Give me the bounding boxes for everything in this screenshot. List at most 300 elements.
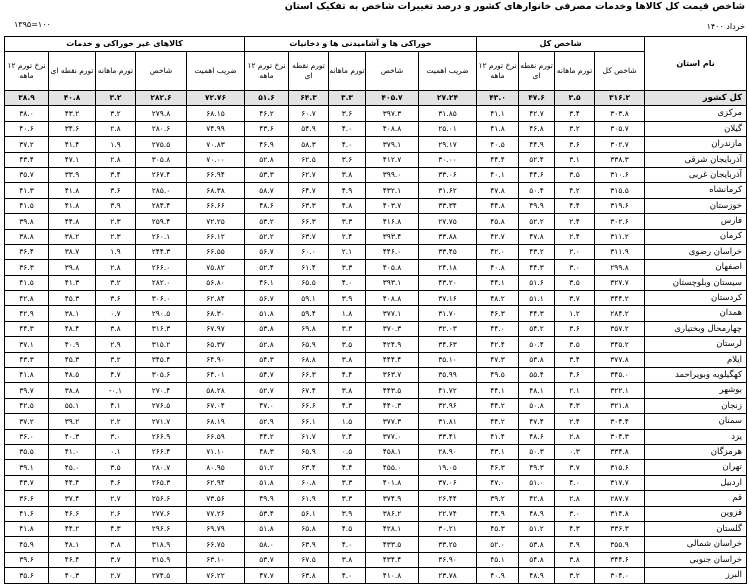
nonfood-p2p-cell: ۳۷.۴ (49, 491, 96, 506)
nonfood-12m-cell: ۳۷.۲ (5, 414, 49, 429)
table-row (5, 398, 747, 413)
nonfood-monthly-cell: ۴.۶ (96, 475, 136, 490)
food-monthly-cell: ۳.۸ (329, 352, 366, 367)
table-row (5, 183, 747, 198)
nonfood-monthly-cell: ۳.۰ (96, 429, 136, 444)
overall-p2p-cell: ۴۴.۹ (519, 137, 555, 152)
food-weight-cell: ۲۷.۷۵ (419, 214, 477, 229)
food-monthly-cell: ۳.۳ (329, 321, 366, 336)
table-row (5, 306, 747, 321)
nonfood-index-cell: ۲۹۰.۵ (136, 306, 187, 321)
food-12m-cell: ۴۳.۶ (245, 121, 289, 136)
food-index-cell: ۳۷۰.۳ (366, 321, 419, 336)
overall-p2p-cell: ۴۷.۶ (519, 91, 555, 106)
nonfood-monthly-cell: ۰.۱ (96, 444, 136, 459)
food-p2p-cell: ۶۶.۳ (289, 214, 329, 229)
overall-monthly-cell: ۲.۰ (555, 244, 595, 259)
food-12m-cell: ۴۴.۲ (245, 429, 289, 444)
overall-index-cell: ۳۰۵.۷ (595, 121, 645, 136)
table-row (5, 491, 747, 506)
food-index-cell: ۴۳۳.۵ (366, 537, 419, 552)
overall-monthly-cell: ۳.۱ (555, 152, 595, 167)
overall-12m-cell: ۴۲.۷ (477, 229, 519, 244)
overall-index-cell: ۳۱۷.۷ (595, 475, 645, 490)
food-p2p-cell: ۶۵.۵ (289, 275, 329, 290)
food-index-cell: ۳۷۷.۳ (366, 414, 419, 429)
food-monthly-cell: ۲.۱ (329, 244, 366, 259)
overall-p2p-cell: ۵۰.۸ (519, 398, 555, 413)
nonfood-monthly-cell: ۳.۲ (96, 91, 136, 106)
overall-monthly-cell: ۱.۲ (555, 306, 595, 321)
overall-p2p-cell: ۴۴.۳ (519, 260, 555, 275)
col-food-p2p: تورم نقطه ای (289, 52, 329, 91)
nonfood-weight-cell: ۷۶.۲۲ (187, 568, 245, 583)
food-index-cell: ۴۳۲.۱ (366, 183, 419, 198)
nonfood-12m-cell: ۴۱.۵ (5, 275, 49, 290)
food-weight-cell: ۳۱.۶۲ (419, 183, 477, 198)
food-12m-cell: ۴۷.۷ (245, 568, 289, 583)
food-p2p-cell: ۶۳.۹ (289, 537, 329, 552)
overall-p2p-cell: ۴۷.۴ (519, 414, 555, 429)
food-index-cell: ۴۲۴.۹ (366, 337, 419, 352)
food-monthly-cell: ۴.۰ (329, 275, 366, 290)
province-name-cell: فارس (645, 214, 747, 229)
nonfood-weight-cell: ۸۰.۹۵ (187, 460, 245, 475)
food-12m-cell: ۵۳.۷ (245, 552, 289, 567)
nonfood-index-cell: ۲۷۹.۸ (136, 106, 187, 121)
overall-index-cell: ۳۴۵.۲ (595, 337, 645, 352)
overall-monthly-cell: ۳.۶ (555, 321, 595, 336)
overall-12m-cell: ۴۶.۳ (477, 306, 519, 321)
table-row (5, 444, 747, 459)
food-12m-cell: ۵۴.۷ (245, 368, 289, 383)
nonfood-weight-cell: ۷۳.۵۶ (187, 491, 245, 506)
province-name-cell: آذربایجان غربی (645, 167, 747, 182)
nonfood-12m-cell: ۴۲.۵ (5, 398, 49, 413)
food-weight-cell: ۲۷.۲۴ (419, 91, 477, 106)
food-p2p-cell: ۵۶.۱ (289, 506, 329, 521)
food-12m-cell: ۵۶.۷ (245, 244, 289, 259)
overall-12m-cell: ۴۶.۳ (477, 460, 519, 475)
nonfood-monthly-cell: ۳.۶ (96, 183, 136, 198)
nonfood-p2p-cell: ۴۰.۳ (49, 568, 96, 583)
overall-12m-cell: ۴۵.۱ (477, 552, 519, 567)
province-name-cell: کردستان (645, 291, 747, 306)
province-name-cell: کل کشور (645, 91, 747, 106)
province-name-cell: خراسان رضوی (645, 244, 747, 259)
nonfood-monthly-cell: ۳.۸ (96, 537, 136, 552)
food-monthly-cell: ۴.۸ (329, 198, 366, 213)
overall-p2p-cell: ۵۴.۸ (519, 552, 555, 567)
food-monthly-cell: ۴.۰ (329, 537, 366, 552)
overall-12m-cell: ۴۰.۹ (477, 568, 519, 583)
overall-index-cell: ۳۰۲.۶ (595, 214, 645, 229)
nonfood-monthly-cell: ۲.۳ (96, 229, 136, 244)
overall-12m-cell: ۴۰.۱ (477, 167, 519, 182)
overall-12m-cell: ۴۱.۴ (477, 429, 519, 444)
table-row (5, 537, 747, 552)
overall-index-cell: ۳۳۴.۸ (595, 444, 645, 459)
food-weight-cell: ۲۸.۹۰ (419, 444, 477, 459)
table-row (5, 260, 747, 275)
food-index-cell: ۴۴۰.۳ (366, 398, 419, 413)
food-p2p-cell: ۶۱.۴ (289, 260, 329, 275)
nonfood-monthly-cell: ۴.۳ (96, 521, 136, 536)
food-monthly-cell: ۴.۵ (329, 521, 366, 536)
province-name-cell: مرکزی (645, 106, 747, 121)
col-food-12m: نرخ تورم ۱۲ ماهه (245, 52, 289, 91)
table-row (5, 167, 747, 182)
food-p2p-cell: ۶۲.۵ (289, 152, 329, 167)
nonfood-monthly-cell: ۳.۸ (96, 321, 136, 336)
nonfood-weight-cell: ۶۸.۱۵ (187, 106, 245, 121)
food-p2p-cell: ۶۳.۳ (289, 198, 329, 213)
overall-monthly-cell: ۴.۳ (555, 521, 595, 536)
food-weight-cell: ۲۹.۱۷ (419, 137, 477, 152)
food-p2p-cell: ۶۸.۸ (289, 352, 329, 367)
overall-p2p-cell: ۵۳.۸ (519, 537, 555, 552)
food-monthly-cell: ۳.۸ (329, 383, 366, 398)
nonfood-monthly-cell: ۴.۷ (96, 368, 136, 383)
overall-monthly-cell: ۰.۳ (555, 444, 595, 459)
overall-index-cell: ۲۸۷.۷ (595, 491, 645, 506)
food-monthly-cell: ۳.۳ (329, 214, 366, 229)
table-row (5, 383, 747, 398)
col-overall-monthly: تورم ماهانه (555, 52, 595, 91)
nonfood-monthly-cell: ۲.۸ (96, 121, 136, 136)
province-name-cell: یزد (645, 429, 747, 444)
overall-12m-cell: ۴۵.۳ (477, 521, 519, 536)
nonfood-weight-cell: ۶۶.۵۵ (187, 244, 245, 259)
table-row (5, 137, 747, 152)
food-12m-cell: ۴۸.۶ (245, 198, 289, 213)
food-12m-cell: ۴۸.۳ (245, 444, 289, 459)
overall-12m-cell: ۴۷.۳ (477, 352, 519, 367)
province-name-cell: همدان (645, 306, 747, 321)
province-name-cell: خوزستان (645, 198, 747, 213)
nonfood-weight-cell: ۷۰.۸۳ (187, 137, 245, 152)
report-date: خرداد ۱۴۰۰ (706, 22, 745, 31)
nonfood-weight-cell: ۶۹.۷۹ (187, 521, 245, 536)
province-name-cell: مازندران (645, 137, 747, 152)
overall-monthly-cell: ۳.۴ (555, 106, 595, 121)
food-p2p-cell: ۶۶.۱ (289, 414, 329, 429)
nonfood-weight-cell: ۶۸.۳۸ (187, 183, 245, 198)
province-name-cell: گلستان (645, 521, 747, 536)
province-name-cell: قم (645, 491, 747, 506)
nonfood-index-cell: ۳۱۵.۲ (136, 337, 187, 352)
overall-12m-cell: ۴۷.۰ (477, 475, 519, 490)
overall-p2p-cell: ۴۳.۲ (519, 244, 555, 259)
food-index-cell: ۴۰۵.۸ (366, 260, 419, 275)
overall-12m-cell: ۴۳.۰ (477, 91, 519, 106)
overall-index-cell: ۳۵۵.۹ (595, 537, 645, 552)
overall-p2p-cell: ۵۲.۴ (519, 152, 555, 167)
nonfood-index-cell: ۲۶۵.۳ (136, 475, 187, 490)
overall-index-cell: ۳۰۴.۰ (595, 568, 645, 583)
food-weight-cell: ۳۵.۹۹ (419, 368, 477, 383)
nonfood-index-cell: ۳۰۵.۸ (136, 152, 187, 167)
nonfood-p2p-cell: ۳۳.۹ (49, 167, 96, 182)
col-nonfood-12m: نرخ تورم ۱۲ ماهه (5, 52, 49, 91)
food-index-cell: ۳۷۴.۹ (366, 491, 419, 506)
nonfood-index-cell: ۲۴۴.۳ (136, 244, 187, 259)
nonfood-p2p-cell: ۴۸.۴ (49, 321, 96, 336)
nonfood-index-cell: ۲۷۴.۵ (136, 568, 187, 583)
food-monthly-cell: ۳.۳ (329, 260, 366, 275)
province-name-cell: هرمزگان (645, 444, 747, 459)
table-row (5, 198, 747, 213)
nonfood-monthly-cell: ۴.۱ (96, 398, 136, 413)
food-p2p-cell: ۶۶.۳ (289, 368, 329, 383)
overall-12m-cell: ۴۱.۱ (477, 106, 519, 121)
overall-12m-cell: ۴۷.۸ (477, 183, 519, 198)
food-12m-cell: ۵۲.۹ (245, 414, 289, 429)
group-header-row (5, 37, 747, 52)
overall-p2p-cell: ۵۳.۸ (519, 352, 555, 367)
nonfood-12m-cell: ۴۵.۹ (5, 537, 49, 552)
food-index-cell: ۴۲۸.۱ (366, 521, 419, 536)
nonfood-p2p-cell: ۴۶.۴ (49, 552, 96, 567)
overall-p2p-cell: ۴۸.۱ (519, 383, 555, 398)
nonfood-index-cell: ۲۵۹.۴ (136, 214, 187, 229)
nonfood-12m-cell: ۳۸.۸ (5, 229, 49, 244)
food-p2p-cell: ۶۴.۷ (289, 183, 329, 198)
overall-p2p-cell: ۵۰.۴ (519, 337, 555, 352)
food-weight-cell: ۳۲.۰۳ (419, 321, 477, 336)
overall-monthly-cell: ۲.۴ (555, 214, 595, 229)
overall-index-cell: ۳۱۴.۸ (595, 506, 645, 521)
nonfood-weight-cell: ۶۸.۳۰ (187, 306, 245, 321)
province-name-cell: گیلان (645, 121, 747, 136)
table-row (5, 352, 747, 367)
nonfood-weight-cell: ۶۶.۱۲ (187, 229, 245, 244)
overall-12m-cell: ۴۴.۲ (477, 398, 519, 413)
nonfood-weight-cell: ۶۵.۳۷ (187, 337, 245, 352)
nonfood-p2p-cell: ۴۷.۱ (49, 152, 96, 167)
food-group-header: خوراکی ها و آشامیدنی ها و دخانیات (245, 37, 477, 52)
food-p2p-cell: ۵۸.۳ (289, 137, 329, 152)
overall-index-cell: ۳۳۸.۳ (595, 152, 645, 167)
nonfood-weight-cell: ۶۳.۱۰ (187, 552, 245, 567)
nonfood-weight-cell: ۷۲.۲۵ (187, 214, 245, 229)
province-name-cell: اصفهان (645, 260, 747, 275)
province-name-cell: کرمان (645, 229, 747, 244)
nonfood-p2p-cell: ۴۳.۲ (49, 106, 96, 121)
nonfood-weight-cell: ۶۴.۰۱ (187, 368, 245, 383)
nonfood-index-cell: ۲۶۰.۱ (136, 229, 187, 244)
food-weight-cell: ۳۷.۰۶ (419, 475, 477, 490)
nonfood-index-cell: ۲۸۰.۷ (136, 460, 187, 475)
nonfood-monthly-cell: ۲.۸ (96, 260, 136, 275)
food-monthly-cell: ۳.۹ (329, 506, 366, 521)
province-name-cell: لرستان (645, 337, 747, 352)
nonfood-index-cell: ۳۰۵.۶ (136, 368, 187, 383)
overall-p2p-cell: ۴۶.۸ (519, 121, 555, 136)
nonfood-p2p-cell: ۴۰.۸ (49, 91, 96, 106)
nonfood-p2p-cell: ۴۴.۲ (49, 521, 96, 536)
nonfood-12m-cell: ۴۰.۶ (5, 121, 49, 136)
nonfood-p2p-cell: ۴۸.۵ (49, 368, 96, 383)
food-monthly-cell: ۳.۳ (329, 475, 366, 490)
food-monthly-cell: ۴.۹ (329, 183, 366, 198)
table-row (5, 91, 747, 106)
nonfood-12m-cell: ۴۲.۹ (5, 306, 49, 321)
overall-index-cell: ۳۷۷.۸ (595, 352, 645, 367)
table-body (5, 91, 747, 584)
nonfood-monthly-cell: ۳.۲ (96, 275, 136, 290)
nonfood-p2p-cell: ۴۰.۳ (49, 429, 96, 444)
nonfood-p2p-cell: ۴۱.۳ (49, 275, 96, 290)
nonfood-index-cell: ۲۸۵.۰ (136, 183, 187, 198)
overall-12m-cell: ۴۴.۸ (477, 198, 519, 213)
nonfood-12m-cell: ۳۵.۷ (5, 167, 49, 182)
overall-p2p-cell: ۵۱.۱ (519, 291, 555, 306)
table-row (5, 106, 747, 121)
nonfood-monthly-cell: ۲.۳ (96, 214, 136, 229)
overall-monthly-cell: ۴.۰ (555, 475, 595, 490)
food-index-cell: ۴۱۲.۷ (366, 152, 419, 167)
nonfood-index-cell: ۳۰۶.۰ (136, 291, 187, 306)
overall-index-cell: ۳۰۴.۴ (595, 414, 645, 429)
food-index-cell: ۴۰۳.۷ (366, 198, 419, 213)
nonfood-12m-cell: ۳۷.۱ (5, 337, 49, 352)
food-12m-cell: ۵۲.۴ (245, 260, 289, 275)
food-index-cell: ۴۴۶.۰ (366, 244, 419, 259)
province-column-header: نام استان (645, 37, 747, 91)
overall-index-cell: ۳۲۲.۱ (595, 383, 645, 398)
nonfood-12m-cell: ۳۶.۰ (5, 429, 49, 444)
food-p2p-cell: ۶۳.۸ (289, 568, 329, 583)
food-index-cell: ۳۷۹.۱ (366, 137, 419, 152)
nonfood-weight-cell: ۶۶.۷۵ (187, 537, 245, 552)
overall-p2p-cell: ۵۲.۲ (519, 214, 555, 229)
food-weight-cell: ۳۳.۴۱ (419, 429, 477, 444)
food-index-cell: ۳۹۷.۳ (366, 106, 419, 121)
overall-p2p-cell: ۴۲.۷ (519, 106, 555, 121)
food-weight-cell: ۳۵.۱۰ (419, 352, 477, 367)
overall-p2p-cell: ۴۹.۹ (519, 198, 555, 213)
nonfood-12m-cell: ۳۸.۹ (5, 91, 49, 106)
nonfood-p2p-cell: ۴۸.۱ (49, 537, 96, 552)
province-name-cell: البرز (645, 568, 747, 583)
overall-p2p-cell: ۴۸.۶ (519, 429, 555, 444)
nonfood-12m-cell: ۳۵.۵ (5, 444, 49, 459)
nonfood-weight-cell: ۷۴.۹۹ (187, 121, 245, 136)
nonfood-12m-cell: ۴۱.۸ (5, 368, 49, 383)
overall-12m-cell: ۴۳.۱ (477, 444, 519, 459)
overall-monthly-cell: ۳.۲ (555, 568, 595, 583)
food-monthly-cell: ۳.۶ (329, 106, 366, 121)
food-12m-cell: ۵۱.۸ (245, 521, 289, 536)
overall-p2p-cell: ۵۱.۲ (519, 521, 555, 536)
nonfood-index-cell: ۲۷۵.۵ (136, 137, 187, 152)
food-monthly-cell: ۳.۸ (329, 552, 366, 567)
overall-index-cell: ۳۱۹.۶ (595, 198, 645, 213)
nonfood-index-cell: ۳۱۸.۹ (136, 537, 187, 552)
col-food-monthly: تورم ماهانه (329, 52, 366, 91)
nonfood-monthly-cell: ۲.۸ (96, 152, 136, 167)
nonfood-monthly-cell: ۰.۷ (96, 306, 136, 321)
nonfood-p2p-cell: ۴۴.۸ (49, 214, 96, 229)
overall-index-cell: ۳۰۳.۸ (595, 106, 645, 121)
food-index-cell: ۳۶۳.۷ (366, 368, 419, 383)
nonfood-p2p-cell: ۳۸.۲ (49, 229, 96, 244)
food-index-cell: ۴۰۱.۸ (366, 475, 419, 490)
nonfood-12m-cell: ۴۳.۳ (5, 352, 49, 367)
food-monthly-cell: ۴.۴ (329, 460, 366, 475)
overall-index-cell: ۳۳۶.۳ (595, 521, 645, 536)
overall-p2p-cell: ۴۸.۹ (519, 506, 555, 521)
nonfood-weight-cell: ۶۲.۹۴ (187, 475, 245, 490)
food-12m-cell: ۵۶.۷ (245, 291, 289, 306)
food-monthly-cell: ۳.۶ (329, 152, 366, 167)
food-weight-cell: ۲۴.۱۸ (419, 260, 477, 275)
nonfood-index-cell: ۲۵۶.۶ (136, 491, 187, 506)
nonfood-index-cell: ۲۶۶.۹ (136, 429, 187, 444)
overall-monthly-cell: ۳.۲ (555, 121, 595, 136)
province-name-cell: کهگیلویه وبویراحمد (645, 368, 747, 383)
nonfood-12m-cell: ۳۹.۶ (5, 552, 49, 567)
nonfood-12m-cell: ۴۱.۳ (5, 183, 49, 198)
overall-p2p-cell: ۵۰.۳ (519, 444, 555, 459)
nonfood-index-cell: ۲۸۴.۴ (136, 198, 187, 213)
overall-monthly-cell: ۴.۶ (555, 368, 595, 383)
table-row (5, 475, 747, 490)
food-12m-cell: ۵۴.۳ (245, 352, 289, 367)
food-monthly-cell: ۳.۹ (329, 291, 366, 306)
food-12m-cell: ۵۲.۲ (245, 229, 289, 244)
nonfood-weight-cell: ۶۶.۵۹ (187, 429, 245, 444)
food-index-cell: ۳۷۷.۱ (366, 306, 419, 321)
food-p2p-cell: ۶۶.۶ (289, 398, 329, 413)
nonfood-weight-cell: ۶۸.۱۹ (187, 414, 245, 429)
food-weight-cell: ۳۳.۰۶ (419, 167, 477, 182)
col-nonfood-monthly: تورم ماهانه (96, 52, 136, 91)
nonfood-monthly-cell: ۲.۷ (96, 491, 136, 506)
overall-p2p-cell: ۴۴.۳ (519, 306, 555, 321)
col-overall-12m: نرخ تورم ۱۲ ماهه (477, 52, 519, 91)
nonfood-12m-cell: ۴۱.۸ (5, 521, 49, 536)
nonfood-12m-cell: ۳۶.۳ (5, 260, 49, 275)
nonfood-weight-cell: ۶۶.۹۴ (187, 167, 245, 182)
base-year-note: ۱۳۹۵=۱۰۰ (14, 20, 51, 29)
food-monthly-cell: ۱.۵ (329, 414, 366, 429)
table-row (5, 152, 747, 167)
food-monthly-cell: ۳.۵ (329, 337, 366, 352)
overall-index-cell: ۲۹۹.۸ (595, 260, 645, 275)
food-p2p-cell: ۶۵.۹ (289, 444, 329, 459)
food-weight-cell: ۲۵.۰۱ (419, 121, 477, 136)
food-weight-cell: ۳۷.۱۶ (419, 291, 477, 306)
province-name-cell: سمنان (645, 414, 747, 429)
nonfood-12m-cell: ۳۷.۲ (5, 137, 49, 152)
overall-monthly-cell: ۳.۰ (555, 260, 595, 275)
food-12m-cell: ۵۲.۷ (245, 383, 289, 398)
overall-monthly-cell: ۳.۷ (555, 291, 595, 306)
food-p2p-cell: ۶۲.۷ (289, 167, 329, 182)
table-row (5, 121, 747, 136)
overall-index-cell: ۳۵۷.۲ (595, 321, 645, 336)
overall-group-header: شاخص کل (477, 37, 645, 52)
province-name-cell: اردبیل (645, 475, 747, 490)
food-12m-cell: ۴۶.۹ (245, 137, 289, 152)
overall-12m-cell: ۴۴.۹ (477, 506, 519, 521)
overall-12m-cell: ۴۱.۸ (477, 121, 519, 136)
food-12m-cell: ۴۶.۱ (245, 275, 289, 290)
col-overall-p2p: تورم نقطه ای (519, 52, 555, 91)
nonfood-weight-cell: ۷۵.۸۲ (187, 260, 245, 275)
